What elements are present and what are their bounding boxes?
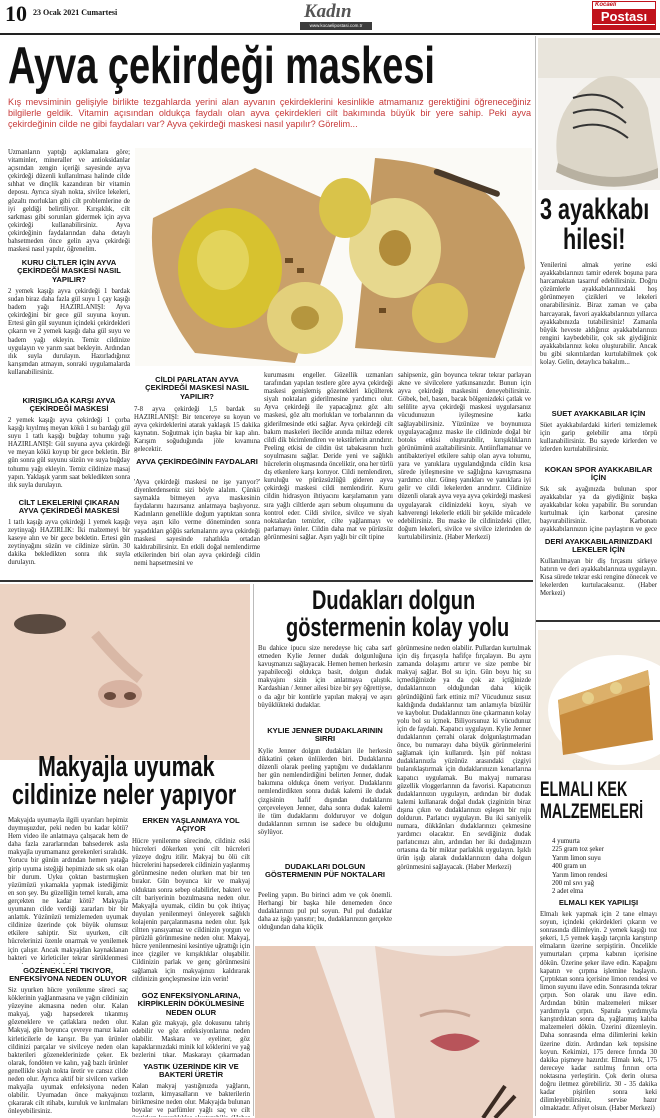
ingredient-item: 225 gram toz şeker <box>552 846 604 854</box>
lips-intro: Bu dahice ipucu size neredeyse hiç caba sarf etmeden Kylie Jenner dudak dolgunluğuna kavuşmanızı sağlayacak. Hemen hemen herkesin yapabileceği oldukça basit, dolgun dudak makyajını sizin için anlatmaya çalıştık. Kardashian / Jenner ailesi bize bir şey öğrettiyse, o da ağır bir kontürle yapılan makyaj ve aşırı büyüklükteki dudaklar. <box>258 645 392 709</box>
makeup-heading-aging: ERKEN YAŞLANMAYA YOL AÇIYOR <box>142 817 240 834</box>
ingredient-item: 400 gram un <box>552 863 587 871</box>
shoes-text-leather: Kullanılmayan bir diş fırçasını sirkeye batırın ve deri ayakkabılarınıza uygulayın. Kısa sürede tekrar eski rengine dönecek ve lekelerden kurtulacaksınız. (Haber Merkezi) <box>540 558 657 598</box>
lips-title-line1: Dudakları dolgun <box>312 585 476 615</box>
ingredient-item: 2 adet elma <box>552 888 584 896</box>
text-col3: kurumasını engeller. Güzellik uzmanları tarafından yapılan testlere göre ayva çekirdeği maskesi genişlemiş gözenekleri küçülterek siyah noktaları giderilmesine yardımcı olur. Ayva çekirdeği ile yapacağınız göz altı maskesi, göz altı morlukları ve torbalarının da giderilmesinde etki sağlar. Ayva çekirdeği cilt bakım maskeleri ilecilde anında miltaz ederek cildi dik bicimlendiren ve tekstürlerin arındırır. Peeling etkisi de cildin üst tabakasının hızlı soyulmasını sağlar. Deride yeni ve sağlıklı hücrelerin oluşmasında önceliktir, ona her türlü dış etkenlere karşı koruyor. Cildi nemlendiren, kuruluğu ve pürüzsüzlüğü gideren ayva çekirdeği maskesi cildi nemlendirir. Kuru cildin hidrasyon ihtiyacını karşılamanın yanı sıra yağlı ciltlerde aşırı sebum oluşumunu da kontrol eder. Cildi sivilce, sivilce ve siyah noktalardan temizler, cilte yağlanmayı ve parlamayı önler. Cildin daha mat ve pürüzsüz görünmesini sağlar. Aşırı yağlı bir cilt tipine <box>264 372 393 541</box>
section-divider-main <box>0 580 533 582</box>
cake-title-line2: MALZEMELERİ <box>540 800 644 823</box>
heading-glow: CİLDİ PARLATAN AYVA ÇEKİRDEĞİ MASKESİ NASIL YAPILIR? <box>145 376 249 401</box>
shoes-heading-suede: SÜET AYAKKABILAR İÇİN <box>551 410 646 418</box>
makeup-text-aging: Hücre yenilenme sürecinde, cildiniz eski hücreleri dökerken yeni cilt hücreleri yüzeye doğru itilir. Makyaj bu ölü cilt hücrelerini hapsederek cildinizin yaşlanmış görünmesine neden olurken mat bir ten bırakır. Gün boyunca kir ve makyaj olduktan sonra sebep olabilirler, bakteri ve cilt bariyerinin bozulmasına neden olur. Makyajla uyumak, cildin bu çok ihtiyaç duyulan yenilenmeyi önleyerek sağlıklı kolajenin parçalanmasına neden olur. Işık ciltten yansıyamaz ve cildinizin yorgun ve pürüzlü görünmesine neden olur. Makyaj, hücre yenilenmesini kesintiye uğrattığı için ince çizgiler ve kırışıklıklar oluşabilir. Cildinizin parlak ve genç görünmesini sağlamak için makyajınızı kaldırarak cildinizin gençleşmesine izin verin! <box>132 838 250 983</box>
cake-text-recipe: Elmalı kek yapmak için 2 tane elmayı soyun, içindeki çekirdekleri çıkarın ve sonrasında dilimleyin. 2 yemek kaşığı toz şekeri, 1,5 yemek kaşığı tarçınla karıştırıp elmaların üzerine serpiştirin. Öncelikle yumurtaları çırpma kabının içerisine dökün. Üzerine şeker ilave edin. Kapağını kapatın ve çırpma işlemine başlayın. Çırptıktan sonra içerisine limon rendesi ve limon suyunu ilave edin. Sonrasında tekrar çırpın. Son olarak unu ilave edin. Ardından bütün malzemeleri mikser yardımıyla çırpın. Spatula yardımıyla karıştırdıktan sonra da, yağlanmış kalıba malzemeleri dökün. Üzerini düzenleyin. Daha sonrasında elma dilimlerini kekin üzerine dizin. Ardından kek tepsisine koyun. Kekimizi, 175 derece fırında 30 dakika pişmeye hazırdır. Elmalı kek, 175 dereceye kadar ısıtılmış fırının orta noktasına yerleştirin. Çok derin olursa doğru iletmez görebiliriz. 30 - 35 dakika kadar pişirilen sonra keki dilimleyebilirsiniz, servise hazır olmaktadır. Afiyet olsun. (Haber Merkezi) <box>540 911 657 1113</box>
makeup-title-line1: Makyajla uyumak <box>38 751 215 783</box>
makeup-heading-pillow: YASTIK ÜZERİNDE KİR VE BAKTERİ ÜRETİR <box>143 1063 239 1080</box>
text-wrinkle: 2 yemek kaşığı ayva çekirdeği 1 çorba kaşığı kıyılmış meyan kökü 1 su bardağı gül suyu 1 tatlı kaşığı buğday tohumu yağı HAZIRLANIŞI: Gül suyuna ayva çekirdeği ve meyan kökü koyup bir gece bekletin. Bir gün sonra gül suyunu süzün ve suya buğday tohumu yağı ekleyin. Temiz cildinize masaj yapın. Yaklaşık yarım saat bekledikten sonra ılık suyla durulayın. <box>8 417 130 489</box>
section-divider-right <box>536 620 660 622</box>
makeup-title-line2: cildinize neler yapıyor <box>12 779 237 811</box>
web-address[interactable]: www.kocaelipostasi.com.tr <box>300 22 372 30</box>
logo-bottom: Postası <box>593 9 655 24</box>
logo-top: Kocaeli <box>595 2 617 8</box>
shoe-photo <box>538 38 660 190</box>
quince-photo <box>135 148 532 366</box>
cake-photo <box>538 630 660 770</box>
shoes-intro: Yenilerini almak yerine eski ayakkabılarınızı tamir ederek boşuna para harcamaktan tasarruf edebilirsiniz. Doğru çözümlerle ayakkabılarınızdaki hoş görünmeyen çizikleri ve lekeleri onarabilirsiniz. Biraz zaman ve çaba harcayarak, favori ayakkabılarınızı yıllarca ayakkabınızda tutabilirsiniz! Zamanla büyük heveste aldığınız ayakkabılarınızı rengini kaybedebilir, çok sık giydiğiniz ayakkabılarınız koku oluşturabilir. Ancak bu gibi sıkıntılardan kurtulabilmek çok kolay. Gelin, detaylıca bakalım... <box>540 262 657 367</box>
section-name: Kadın <box>304 1 352 22</box>
lips-text-continued: görünmesine neden olabilir. Pullardan kurtulmak için diş fırçasıyla hafifçe fırçalayın. Bu aynı zamanda dolaşımı artırır ve size pembe bir makyaj sağlar. Bol su için. Gün boyu hiç su içmediğinizde ya da çok az içtiğinizde dudaklarınızın olduğundan daha küçük göründüğünü fark ettiniz mi? Vücudunuz susuz kaldığında dudaklarınız tam anlamıyla büzülür ve kaybolur. Dudaklarınızı öne çıkarmanın kolay yolu bol su içmek. Biliyorsunuz ki vücudunuz için de faydalı. Kapatıcı uygulayın. Kylie Jenner dudaklarının çerrahi olarak dolgunlaştırmadan önce, bu numarayı daha büyük görünmelerini sağlamak için kullanırdı. İşin püf noktası dudaklarınızla yüzünüz arasındaki çizgiyi bulanıklaştırmak için dudaklarınızın kenarlarına kapatıcı uygulamak. Bu makyaj numarası güzellik vloggerlarının da favorisi. Kapatıcınızı dudaklarınızın uygulayın, ardından bir dudak kalemi kullanarak doğal dudak çizginizin biraz dışına çıkın ve dudaklarınızı eşleşen bir ruju doldurun. Parlatıcı uygulayın. Bu iki saniyelik numara, dükkânları dudaklarınızı çekmesine yardımcı olacaktır. En sevdiğiniz dudak parlatıcınızı alın, ardından her iki dudağınızın ortasına da bir miktar parlaklık uygulayın. Işıklı ürün işığı alarak dudaklarınızın daha dolgun görünmesini sağlayacak. (Haber Merkezi) <box>397 645 531 871</box>
heading-benefit: AYVA ÇEKİRDEĞİNİN FAYDALARI <box>136 458 258 466</box>
cake-heading-recipe: ELMALI KEK YAPILIŞI <box>558 899 639 907</box>
text-col4: sahipseniz, gün boyunca tekrar tekrar parlayan akne ve sivilcelere yatkınsanızdır. Bunun için ayva çekirdeği maskesini deneyebilirsiniz. Göbek, bel, basen, bacak bölgenizdeki çatlak ve selülite ayva çekirdeği maskesi uygularsanız vücudunuzun iyileşmesine katkı sağlayabilirsiniz. Yüzünüze ve boynunuza uygulayacağınız maske ile cildinizde doğal bir botoks etkisi oluşturabilir, kırışıklıkların görünümünü azaltabilirsiniz. Antiinflamatuar ve antibakteriyel etkilere sahip olan ayva tohumu, yara ve yanıklara uygulandığında cildin kısa sürede iyileşmesine ve sağlığına kavuşmasına yardımcı olur. Güneş yanıkları ve yanıklara iyi gelir ve cildi lekelerden arındırır. Cildinize düzenli olarak ayva veya ayva çekirdeği maskesi uygulayarak cildinizdeki koyu, siyah ve kahverengi lekelerle etkili bir şekilde mücadele edebilirsiniz. Bu maske ile cildinizdeki çiller, doğum lekeleri, sivilce ve sivilce izlerinden de kurtulabilirsiniz. (Haber Merkezi) <box>398 372 531 541</box>
lips-illustration <box>255 946 533 1118</box>
col1-intro: Uzmanların yaptığı açıklamalara göre; vitaminler, mineraller ve antioksidanlar açısından zengin içeriği sayesinde ayva çekirdeği düzenli kullanılması halinde cilde sıhhat ve dinçlik kazandıran bir vitamin deposu. Ayrıca siyah nokta, sivilce lekeleri, gözaltı morlukları gibi cilt problemlerine de iyi geldiği belirtiliyor. Kırışıklık, cilt sarkması gibi sorunları gidermek için ayva çekirdeği kullanabilirsiniz. Ayva çekirdeğinin faydalarından daha detaylı bahsetmeden önce gelin ayva çekirdeği maskesi nasıl yapılır, öğrenelim. <box>8 149 130 254</box>
newspaper-logo[interactable] <box>592 1 656 30</box>
makeup-intro: Makyajda uyumayla ilgili uyarıları hepimiz duymuşuzdur, peki neden bu kadar kötü? Hem video ile anlatmaya çalışacak hem de daha fazla zararlarından bahsederek asla makyajla uyumamanız gerekenleri sıralıdık. Yorucu bir günün ardından hemen yatağa girip uyuma isteğiği hepimizde sık sık olan bir durum. Uyku çoktan bastırmışken yüzümüzü yıkamakla yapmak istediğimiz en son şey. Bu güzelliğin temel kuralı, ama gerçekten ne kadar kötü? Makyajla uyumanın cilde verdiği zararları bir bir anlattık. Yüzünüzü temizlemeden uyumak cildinize üzerinde çok büyük olumsuz etkilere sahiptir. Siz uyurken, cilt hücrelerinizi özenle onarmak ve yenilemek için çalışır. Ancak makyajdan kaynaklanan bakteri ve kirleticiler tekrar sürüklenmesi <box>8 817 128 962</box>
heading-dry-skin: KURU CİLTLER İÇİN AYVA ÇEKİRDEĞİ MASKESİ NASIL YAPILIR? <box>17 259 121 284</box>
header-rule <box>0 33 660 35</box>
header <box>0 0 660 34</box>
ingredient-item: 4 yumurta <box>552 838 580 845</box>
text-benefit: 'Ayva çekirdeği maskesi ne işe yarıyor?' diyenlerdenseniz sizi böyle alalım. Çünkü saymakla bitmeyen ayva maskesinin faydalarını hazırsanız anlatmaya başlıyoruz. Kadınların genellikle doğum yaptıktan sonra veya aşırı kilo verme döneminden sonra yaşadıkları göğüs sarkmalarını ayva çekirdeği maskesi sayesinde rahatlıkla ortadan kaldırabilirsiniz. En etkili doğal nemlendirme etkilerinden biri olan ayva çekirdeği cildin nemi hapsetmesini ve <box>134 479 260 567</box>
face-photo <box>0 584 250 760</box>
ingredient-item: 200 ml sıvı yağ <box>552 880 595 888</box>
heading-spot: CİLT LEKELERİNİ ÇIKARAN AYVA ÇEKİRDEĞİ MASKESİ <box>18 499 120 516</box>
shoes-title-line1: 3 ayakkabı <box>540 193 650 226</box>
cake-illustration <box>538 630 660 770</box>
column-separator <box>535 36 536 1116</box>
page-date: 23 Ocak 2021 Cumartesi <box>33 8 118 17</box>
shoe-illustration <box>538 38 660 190</box>
page-number: 10 <box>5 1 27 26</box>
main-title: Ayva çekirdeği maskesi <box>8 37 435 95</box>
shoes-title-line2: hilesi! <box>563 223 626 256</box>
cake-ingredients <box>552 838 657 897</box>
makeup-heading-eyes: GÖZ ENFEKSİYONLARINA, KİRPİKLERİN DÖKÜLMESİNE NEDEN OLUR <box>137 992 245 1017</box>
shoes-text-smell: Sık sık ayağınızda bulunan spor ayakkabılar ya da giydiğiniz başka ayakkabılar koku yapabilir. Bu sorundan kurtulmak için karbonat çaresine başvurabilirsiniz. Karbonatı ayakkabılarınızın içine paylaştırın ve gece <box>540 486 657 534</box>
face-illustration <box>0 584 250 760</box>
cake-title-line1: ELMALI KEK <box>540 778 628 801</box>
shoes-text-suede: Süet ayakkabılardaki kirleri temizlemek için garip gelebilir ama törpü kullanabilirsiniz. Bu sayede kirlerden ve izlerden kurtulabilirsiniz. <box>540 422 657 454</box>
text-dry-skin: 2 yemek kaşığı ayva çekirdeği 1 bardak sudan biraz daha fazla gül suyu 1 çay kaşığı badem yağı HAZIRLANIŞI: Ayva çekirdeğini bir gece gül suyuna koyun. Ertesi gün gül suyunun içindeki çekirdekleri çıkarın ve 2 yemek kaşığı daha gül suyu ve badem yağı ekleyin. Temiz cildinize uygulayın ve yarım saat bekleyin. Ardından ılık suyla durulayın. Hazırladığınız karışımdan atmayın, sonraki uygulamalarda kullanabilirsiniz. <box>8 288 130 376</box>
lips-text-kylie: Kylie Jenner dolgun dudakları ile herkesin dikkatini çeken ünlülerden biri. Dudaklarına düzenli olarak peeling yaptığını ve dudaklarını her gün nemlendirdiğini belirten Jenner, dudak bakımına oldukça önem veriyor. Dudaklarını nemlendirdikten sonra dudak kalemi ile dudak çizgisinin hafif dışından dudaklarını çerçeveleyen Jenner, daha sonra dudak kalemi ile tüm dudaklarını dolduruyor ve dolgun dudaklarının sırrının ise sadece bu olduğunu söylüyor. <box>258 748 392 836</box>
lips-photo <box>255 946 533 1118</box>
ingredient-item: Yarım limon rendesi <box>552 871 608 879</box>
makeup-heading-pores: GÖZENEKLERİ TIKIYOR, ENFEKSİYONA NEDEN OLUYOR <box>9 967 127 984</box>
vertical-divider-bottom <box>253 584 254 1116</box>
lips-heading-tips: DUDAKLARI DOLGUN GÖSTERMENIN PÜF NOKTALARI <box>264 863 386 880</box>
text-glow: 7-8 ayva çekirdeği 1,5 bardak su HAZIRLANIŞI: Bir tencereye su koyun ve ayva çekirdeklerini atarak yaklaşık 15 dakika kaynatın. Soğutmak için başka bir kap alın. Karışım soğuduğunda jöle kıvamına gelecektir. <box>134 406 260 454</box>
lips-title-line2: göstermenin kolay yolu <box>286 612 510 642</box>
text-spot: 1 tatlı kaşığı ayva çekirdeği 1 yemek kaşığı zeytinyağı HAZIRLIK: İki malzemeyi bir kaseye alın ve bir gece bekletin. Ertesi gün zeytinyağını süzün ve cildinize sürün. 30 dakika bekledikten sonra ılık suyla durulayın. <box>8 519 130 567</box>
makeup-text-eyes: Kalan göz makyajı, göz dokusunu tahriş edebilir ve göz enfeksiyonlarına neden olabilir. Maskara ve eyeliner, göz kapaklarınızdaki minik kıl köklerini ve yağ bezlerini tıkar. Maskarayı çıkarmadan <box>132 1020 250 1060</box>
shoes-heading-leather: DERİ AYAKKABILARINIZDAKİ LEKELER İÇİN <box>544 538 653 555</box>
makeup-text-pillow: Kalan makyaj yastığınızda yağların, tozların, kimyasalların ve bakterilerin birikmesine neden olur. Makyajda bulunan boyalar ve parfümler yağlı saç ve cilt <box>132 1083 250 1115</box>
quince-illustration <box>135 148 532 366</box>
logo-stripe <box>593 25 655 29</box>
main-lead: Kış mevsiminin gelişiyle birlikte tezgahlarda yerini alan ayvanın çekirdeklerini kesinlikle atmamanız gerektiğini öğreneceğiniz bilgilerle geldik. Vitamin açısından oldukça faydalı olan ayva çekirdekleri cilt bakımında büyük bir yere sahip. Peki ayva çekirdeğinin cilde ne gibi faydaları var? Ayva çekirdeği maskesi nasıl yapılır? Görelim... <box>8 97 531 130</box>
lips-text-tips: Peeling yapın. Bu birinci adım ve çok önemli. Herhangi bir başka hile denemeden önce dudaklarınızı pul pul soyun. Pul pul dudaklar daha az işığı yansıtır; bu, dudaklarınızın gerçekte olduğundan daha küçük <box>258 892 392 932</box>
makeup-text-pores: Siz uyurken hücre yenilenme süreci saç köklerinin yağlanmasına ve yağın cildinizin yüzeyine akmasına neden olur. Kalan makyaj, yağı hapsederek tıkanmış gözeneklere ve çatlaklara neden olur. Makyaj, gün boyunca çevreye maruz kalan kirleticilerle de karışır. Bu yan ürünler cildinizi parçalar ve sivilceye neden olan bakterileri gözeneklerinizde çeker. Ek olarak, fondöten ve kalın, yağ bazlı ürünler genellikle siyah nokta üretir ve cansız cilde neden olur. Ayrıca aktif bir sivilcen varken makyajla uyumak enfeksiyona neden olabilir. Uyumadan önce makyajınızı çıkararak cilt ıtihabı, kuruluk ve kırılmaları önleyebilirsiniz. <box>8 987 128 1116</box>
shoes-heading-smell: KOKAN SPOR AYAKKABILAR İÇİN <box>544 466 653 483</box>
heading-wrinkle: KIRIŞIKLIĞA KARŞI AYVA ÇEKİRDEĞİ MASKESİ <box>22 397 116 414</box>
ingredient-item: Yarım limon suyu <box>552 854 601 862</box>
lips-heading-kylie: KYLIE JENNER DUDAKLARININ SIRRI <box>267 727 383 744</box>
